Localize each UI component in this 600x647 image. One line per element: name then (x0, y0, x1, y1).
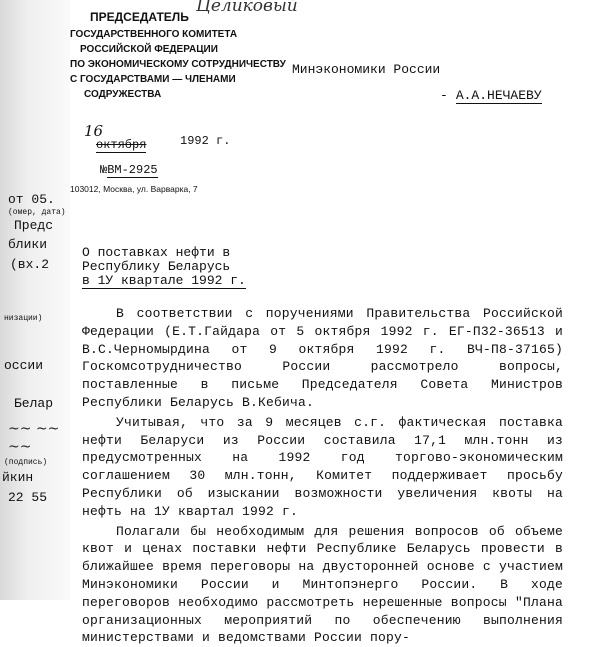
subject-line: О поставках нефти в (82, 245, 231, 260)
recipient-org: Минэкономики России (292, 62, 441, 77)
margin-fragment: Предс (14, 218, 54, 233)
margin-fragment: (подпись) (4, 458, 48, 467)
number-prefix: № (100, 163, 108, 177)
margin-fragment: 22 55 (8, 490, 48, 505)
letterhead-line: ГОСУДАРСТВЕННОГО КОМИТЕТА (70, 29, 238, 40)
letterhead-line: РОССИЙСКОЙ ФЕДЕРАЦИИ (80, 44, 218, 55)
margin-fragment: Белар (14, 396, 54, 411)
subject-line: в 1У квартале 1992 г. (82, 273, 246, 288)
letterhead-stamp (70, 10, 286, 100)
date-day: 16 (84, 122, 104, 140)
margin-fragment: блики (8, 237, 48, 252)
letterhead-line: ПО ЭКОНОМИЧЕСКОМУ СОТРУДНИЧЕСТВУ (70, 59, 286, 70)
handwritten-note: Целиковый (196, 0, 298, 16)
subject-block (82, 246, 246, 289)
recipient-name (440, 88, 542, 103)
margin-fragment: (вх.2 (10, 257, 50, 272)
letterhead-address: 103012, Москва, ул. Варварка, 7 (70, 184, 198, 194)
outgoing-number (100, 163, 158, 177)
letterhead-title: ПРЕДСЕДАТЕЛЬ (90, 10, 189, 24)
scan-shadow (0, 0, 70, 600)
number-value: ВМ-2925 (107, 163, 158, 177)
margin-fragment: от 05. (8, 192, 55, 207)
margin-fragment: низации) (4, 314, 43, 323)
margin-fragment: оссии (4, 358, 44, 373)
body-paragraph: Учитывая, что за 9 месяцев с.г. фактическая поставка нефти Беларуси из России составила 17,1 млн.тонн из предусмотренных на 1992 год торгово-экономическим соглашением 30 млн.тонн, Комитет поддерживает просьбу Республики об изыскании возможности увеличения квоты на нефть на 1У квартал 1992 г. (82, 414, 563, 519)
letterhead-line: СОДРУЖЕСТВА (84, 89, 162, 100)
margin-fragment: (омер, дата) (8, 208, 66, 217)
letter-body (82, 305, 563, 647)
body-paragraph: Полагали бы необходимым для решения вопросов об объеме квот и ценах поставки нефти Республике Беларусь провести в ближайшее время переговоры на двусторонней основе с участием Минэкономики России и Минтопэнерго России. В ходе переговоров необходимо рассмотреть нерешенные вопросы "Плана организационных мероприятий по обеспечению выполнения министерствами и ведомствами России пору- (82, 523, 563, 646)
date-month: октября (96, 138, 147, 152)
body-paragraph: В соответствии с поручениями Правительства Российской Федерации (Е.Т.Гайдара от 5 октября 1992 г. ЕГ-П32-36513 и В.С.Черномырдина от 9 октября 1992 г. ВЧ-П8-37165) Госкомсотрудничество России рассмотрело вопросы, поставленные в письме Председателя Совета Министров Республики Беларусь В.Кебича. (82, 306, 563, 410)
subject-line: Республику Беларусь (82, 259, 231, 274)
recipient-dash: - (440, 88, 448, 103)
margin-fragment: йкин (2, 470, 34, 485)
letterhead-line: С ГОСУДАРСТВАМИ — ЧЛЕНАМИ (70, 74, 236, 85)
recipient-name-text: А.А.НЕЧАЕВУ (455, 88, 542, 103)
margin-signature: ~~ ~~ ~~ (8, 421, 60, 455)
date-year: 1992 г. (180, 134, 231, 148)
